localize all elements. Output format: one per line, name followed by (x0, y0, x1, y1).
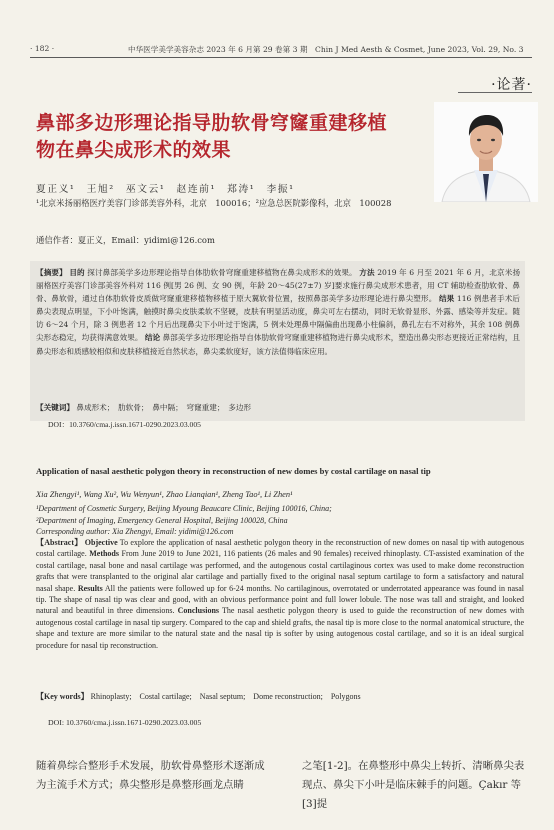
abstract-cn-label: 【摘要】 (36, 268, 67, 277)
english-affiliations (36, 503, 526, 538)
result-cn-label: 结果 (438, 294, 455, 304)
abstract-en-label: 【Abstract】 (36, 538, 83, 547)
doi-cn: DOI：10.3760/cma.j.issn.1671-0290.2023.03.005 (48, 420, 201, 429)
results-en-text: All the patients were followed up for 6-24 months. No cartilaginous, overrotated or underrotated appearance was found in nasal tip. The shape of nasal tip was clear and good, with an obvious performance point and full lower lobule. The nose was tall and straight, and looked natural and beautiful in three dimensions. (36, 583, 524, 616)
keywords-en (36, 691, 524, 702)
keywords-cn-text: 鼻成形术； 肋软骨； 鼻中隔； 穹窿重建； 多边形 (76, 403, 252, 412)
body-text-left-column: 随着鼻综合整形手术发展，肋软骨鼻整形术逐渐成为主流手术方式；鼻尖整形是鼻整形画龙点睛 (36, 760, 265, 791)
conclusion-cn-text: 鼻部美学多边形理论指导自体肋软骨穹窿重建移植物进行鼻尖成形术，塑造出鼻尖形态更接近正常结构，且鼻尖形态和质感较相似和皮肤移植接近自然状态，鼻尖柔软度好，该方法值得临床应用。 (36, 333, 521, 356)
english-affiliation-line: ²Department of Imaging, Emergency General Hospital, Beijing 100028, China (36, 515, 288, 525)
article-title: 鼻部多边形理论指导肋软骨穹窿重建移植物在鼻尖成形术的效果 (36, 112, 388, 161)
keywords-en-text: Rhinoplasty; Costal cartilage; Nasal septum; Dome reconstruction; Polygons (90, 692, 361, 701)
affiliation-cn: ¹北京米扬丽格医疗美容门诊部美容外科，北京 100016；²应急总医院影像科，北京 100028 (36, 198, 392, 208)
journal-citation: 中华医学美学美容杂志 2023 年 6 月第 29 卷第 3 期 Chin J Med Aesth & Cosmet, June 2023, Vol. 29, No. 3 (128, 45, 524, 54)
keywords-cn (36, 402, 251, 413)
conclusions-en-label: Conclusions (177, 606, 220, 616)
methods-en-label: Methods (89, 549, 119, 559)
english-title: Application of nasal aesthetic polygon theory in reconstruction of new domes by costal cartilage on nasal tip (36, 466, 431, 476)
objective-cn-text: 探讨鼻部美学多边形理论指导自体肋软骨穹窿重建移植物在鼻尖成形术的效果。 (87, 268, 357, 277)
authors-cn: 夏正义¹ 王旭² 巫文云¹ 赵连前¹ 郑涛¹ 李振¹ (36, 184, 295, 195)
method-cn-label: 方法 (359, 268, 375, 277)
result-cn-text: 116 例患者手术后鼻尖表现点明显，下小叶饱满，触摸时鼻尖皮肤柔软不坚硬，皮肤有明显活动度，鼻尖可左右摆动，同时无软骨显形、外露、感染等并发症。随访 6～24 个月，除 3 例患者 12 个月后出现鼻尖下小叶过于饱满，5 例未处理鼻中隔偏曲出现鼻小柱偏斜，鼻孔左右不对称外，其余 108 例鼻尖形态稳定，均获得满意效果。 (36, 294, 521, 343)
english-affiliation-line: ¹Department of Cosmetic Surgery, Beijing Myoung Beaucare Clinic, Beijing 100016, China; (36, 504, 332, 513)
page-number: · 182 · (30, 44, 55, 53)
conclusions-en-text: The nasal aesthetic polygon theory is used to guide the reconstruction of new domes with autogenous costal cartilage in nasal tip surgery. Compared to the cap and shield grafts, the nasal tip is more close to the normal anatomical structure, the shape and texture are more similar to the natural state and the nasal tip is softer by using autogenous costal cartilage, and so it is an ideal surgical procedure for nasal tip reconstruction. (36, 606, 525, 650)
conclusion-cn-label: 结论 (144, 333, 161, 343)
category-rule (458, 92, 532, 93)
objective-cn-label: 目的 (69, 268, 85, 277)
body-text-right-column: 之笔[1-2]。在鼻整形中鼻尖上转折、清晰鼻尖表现点、鼻尖下小叶是临床棘手的问题。Çakır 等[3]提 (302, 760, 525, 810)
results-en-label: Results (77, 583, 103, 593)
doi-en: DOI: 10.3760/cma.j.issn.1671-0290.2023.03.005 (48, 718, 202, 727)
english-corresponding-line: Corresponding author: Xia Zhengyi, Email: yidimi@126.com (36, 527, 234, 537)
abstract-en (36, 537, 524, 651)
article-category: ·论著· (491, 77, 532, 93)
english-authors: Xia Zhengyi¹, Wang Xu², Wu Wenyun¹, Zhao Lianqian¹, Zheng Tao¹, Li Zhen¹ (36, 490, 293, 499)
keywords-cn-label: 【关键词】 (36, 403, 74, 412)
objective-en-text: To explore the application of nasal aesthetic polygon theory in the reconstruction of new domes on nasal tip with autogenous costal cartilage. (36, 538, 524, 559)
header-rule (30, 57, 532, 58)
corresponding-author-cn: 通信作者：夏正义，Email：yidimi@126.com (36, 235, 215, 245)
author-photo (434, 102, 538, 202)
keywords-en-label: 【Key words】 (36, 692, 89, 701)
author-portrait-image (434, 102, 538, 202)
objective-en-label: Objective (84, 538, 118, 547)
methods-en-text: From June 2019 to June 2021, 116 patients (26 males and 90 females) received rhinoplasty. CT-assisted examination of the costal cartilage, nasal bone and nasal cartilage was performed, and the autogenous costal cartilaginous cortex was used to make dome reconstruction grafts that were transplanted to the original alar cartilage and partially fixed to the original nasal septum cartilage to form a satisfactory and natural nasal shape. (36, 549, 525, 593)
abstract-cn (36, 266, 520, 358)
method-cn-text: 2019 年 6 月至 2021 年 6 月，北京米扬丽格医疗美容门诊部美容外科对 116 例[男 26 例、女 90 例，年龄 20～45(27±7) 岁]要求施行鼻尖成形术患者，用 CT 辅助检查肋软骨、鼻骨、鼻软骨，通过自体肋软骨皮质做穹窿重建移植物移植于原大翼软骨位置，按照鼻部美学多边形理论进行鼻尖塑形。 (36, 268, 521, 304)
